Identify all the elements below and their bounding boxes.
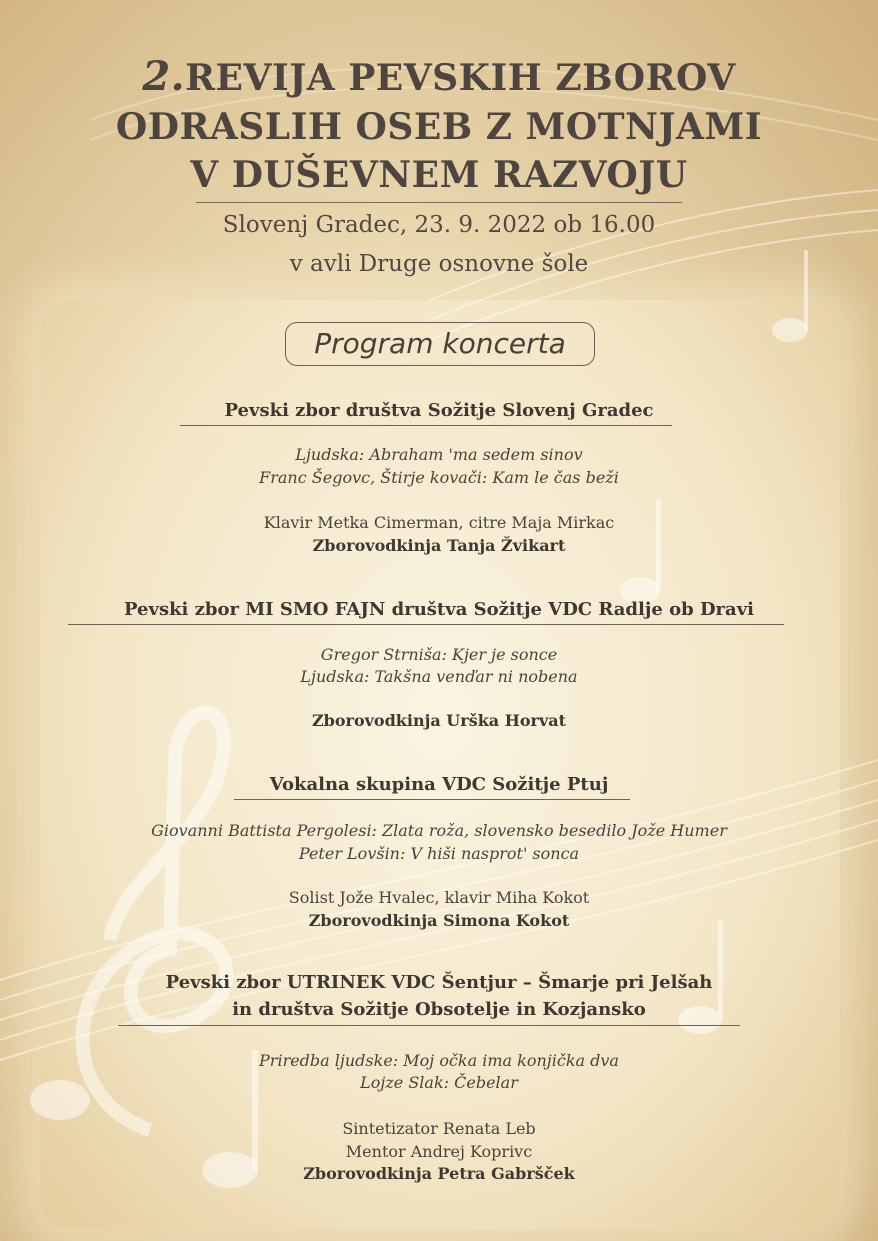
choir-1-song-2: Franc Šegovc, Štirje kovači: Kam le čas beži (259, 468, 619, 487)
venue: v avli Druge osnovne šole (289, 251, 589, 277)
choir-4-song-2: Lojze Slak: Čebelar (360, 1073, 518, 1092)
title-line-2: ODRASLIH OSEB Z MOTNJAMI (115, 106, 763, 148)
choir-1-name: Pevski zbor društva Sožitje Slovenj Gradec (224, 400, 654, 421)
title-divider (196, 202, 682, 203)
choir-4-conductor: Zborovodkinja Petra Gabršček (303, 1164, 575, 1183)
choir-1-conductor: Zborovodkinja Tanja Žvikart (312, 536, 566, 555)
choir-4-divider (118, 1025, 740, 1026)
place-and-time: Slovenj Gradec, 23. 9. 2022 ob 16.00 (222, 212, 656, 238)
choir-3-song-2: Peter Lovšin: V hiši nasprot' sonca (298, 844, 580, 863)
choir-1-divider (180, 425, 672, 426)
program-heading (285, 322, 595, 366)
choir-2-divider (68, 624, 784, 625)
choir-3-song-1: Giovanni Battista Pergolesi: Zlata roža, slovensko besedilo Jože Humer (151, 821, 727, 840)
choir-2-conductor: Zborovodkinja Urška Horvat (311, 711, 566, 730)
choir-4-song-1: Priredba ljudske: Moj očka ima konjička dva (259, 1051, 619, 1070)
choir-4-name-line-1: Pevski zbor UTRINEK VDC Šentjur – Šmarje pri Jelšah (165, 972, 713, 993)
choir-2-song-2: Ljudska: Takšna venďar ni nobena (300, 667, 578, 686)
choir-3-name: Vokalna skupina VDC Sožitje Ptuj (269, 774, 609, 795)
choir-3-conductor: Zborovodkinja Simona Kokot (308, 911, 570, 930)
choir-3-accompaniment: Solist Jože Hvalec, klavir Miha Kokot (288, 888, 590, 907)
program-heading-label: Program koncerta (314, 327, 566, 360)
title-line-3: V DUŠEVNEM RAZVOJU (190, 154, 688, 196)
choir-1-accompaniment: Klavir Metka Cimerman, citre Maja Mirkac (263, 513, 615, 532)
choir-2-name: Pevski zbor MI SMO FAJN društva Sožitje VDC Radlje ob Dravi (123, 599, 755, 620)
revue-number: 2. (142, 53, 186, 100)
choir-4-accompaniment-2: Mentor Andrej Koprivc (345, 1142, 533, 1161)
choir-4-name-line-2: in društva Sožitje Obsotelje in Kozjansko (232, 999, 646, 1020)
choir-3-divider (234, 799, 630, 800)
choir-4-accompaniment-1: Sintetizator Renata Leb (342, 1119, 536, 1138)
choir-2-song-1: Gregor Strniša: Kjer je sonce (320, 645, 558, 664)
title-line-1: 2.REVIJA PEVSKIH ZBOROV (142, 53, 736, 100)
choir-1-song-1: Ljudska: Abraham 'ma sedem sinov (295, 445, 583, 464)
